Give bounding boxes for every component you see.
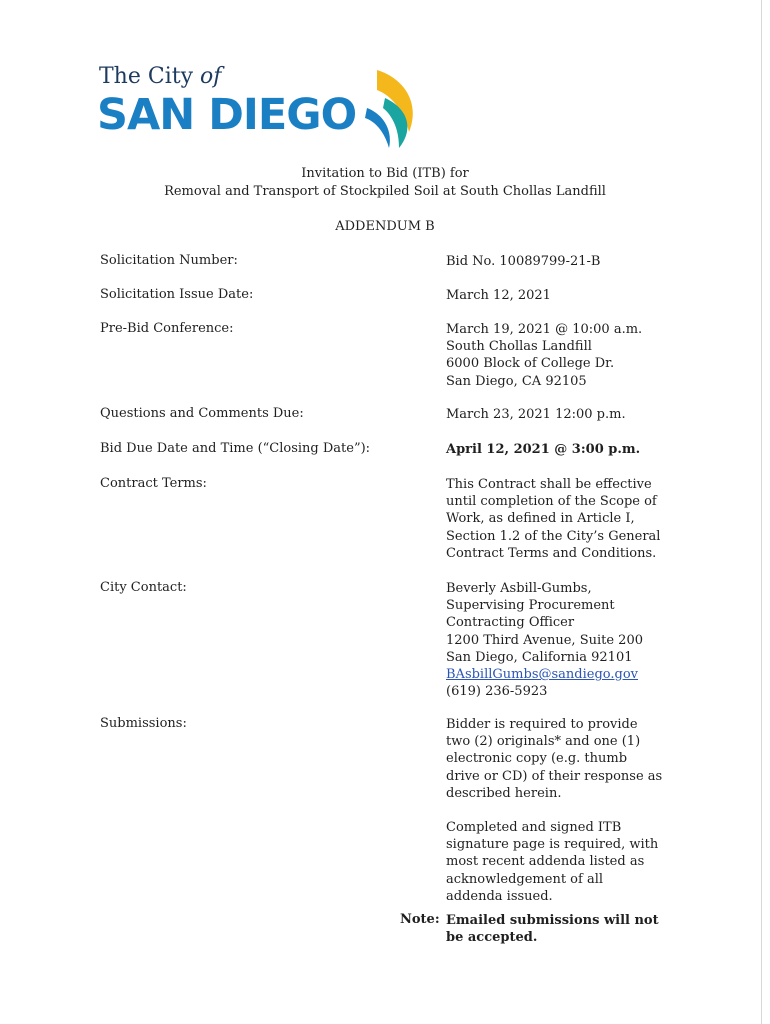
submissions-line: most recent addenda listed as [446,854,645,870]
page-edge [761,0,762,1024]
city-logo [99,64,429,154]
submissions-line: acknowledgement of all [446,871,604,887]
submissions-line: two (2) originals* and one (1) [446,734,641,750]
contact-line: Beverly Asbill-Gumbs, [446,581,592,596]
note-line: Emailed submissions will not [446,913,659,928]
submissions-line: signature page is required, with [446,837,659,853]
logo-of: of [200,64,222,89]
issue-date-value: March 12, 2021 [446,288,551,303]
contract-terms-value [446,476,660,562]
contact-email-link[interactable]: BAsbillGumbs@sandiego.gov [446,667,638,683]
contact-line: San Diego, California 92101 [446,649,633,665]
city-contact-value [446,580,643,700]
pre-bid-line: South Chollas Landfill [446,339,592,355]
logo-city-text [99,64,221,89]
note-line: be accepted. [446,930,538,946]
contract-terms-label: Contract Terms: [100,476,207,491]
logo-sail-icon [363,68,425,150]
itb-title-line1: Invitation to Bid (ITB) for [301,166,469,181]
pre-bid-line: 6000 Block of College Dr. [446,356,615,372]
contract-terms-line: until completion of the Scope of [446,494,657,510]
contract-terms-line: This Contract shall be effective [446,477,652,492]
closing-date-value: April 12, 2021 @ 3:00 p.m. [446,442,641,457]
solicitation-number-value: Bid No. 10089799-21-B [446,254,601,269]
city-contact-label: City Contact: [100,580,187,595]
note-text [446,912,659,946]
submissions-line: addenda issued. [446,888,553,904]
submissions-para2 [446,819,658,905]
contact-phone: (619) 236-5923 [446,684,548,700]
submissions-line: electronic copy (e.g. thumb [446,751,628,767]
contact-line: Contracting Officer [446,615,575,631]
questions-due-label: Questions and Comments Due: [100,406,304,421]
pre-bid-line: March 19, 2021 @ 10:00 a.m. [446,322,643,337]
pre-bid-line: San Diego, CA 92105 [446,373,587,389]
contract-terms-line: Section 1.2 of the City’s General [446,528,661,544]
submissions-line: drive or CD) of their response as [446,768,663,784]
closing-date-label: Bid Due Date and Time (“Closing Date”): [100,441,371,456]
note-label: Note: [400,912,440,927]
submissions-label: Submissions: [100,716,187,731]
logo-the-city: The City [99,64,193,89]
itb-title-line2: Removal and Transport of Stockpiled Soil at South Chollas Landfill [164,184,606,199]
submissions-line: Bidder is required to provide [446,717,638,732]
pre-bid-value [446,321,642,390]
contract-terms-line: Contract Terms and Conditions. [446,545,657,561]
contract-terms-line: Work, as defined in Article I, [446,511,635,527]
addendum-title: ADDENDUM B [335,219,435,234]
submissions-line: described herein. [446,785,562,801]
logo-san-diego: SAN DIEGO [97,90,357,140]
submissions-line: Completed and signed ITB [446,820,622,835]
pre-bid-label: Pre-Bid Conference: [100,321,234,336]
contact-line: Supervising Procurement [446,598,615,614]
submissions-para1 [446,716,662,802]
issue-date-label: Solicitation Issue Date: [100,287,254,302]
solicitation-number-label: Solicitation Number: [100,253,238,268]
contact-line: 1200 Third Avenue, Suite 200 [446,632,643,648]
questions-due-value: March 23, 2021 12:00 p.m. [446,407,626,422]
